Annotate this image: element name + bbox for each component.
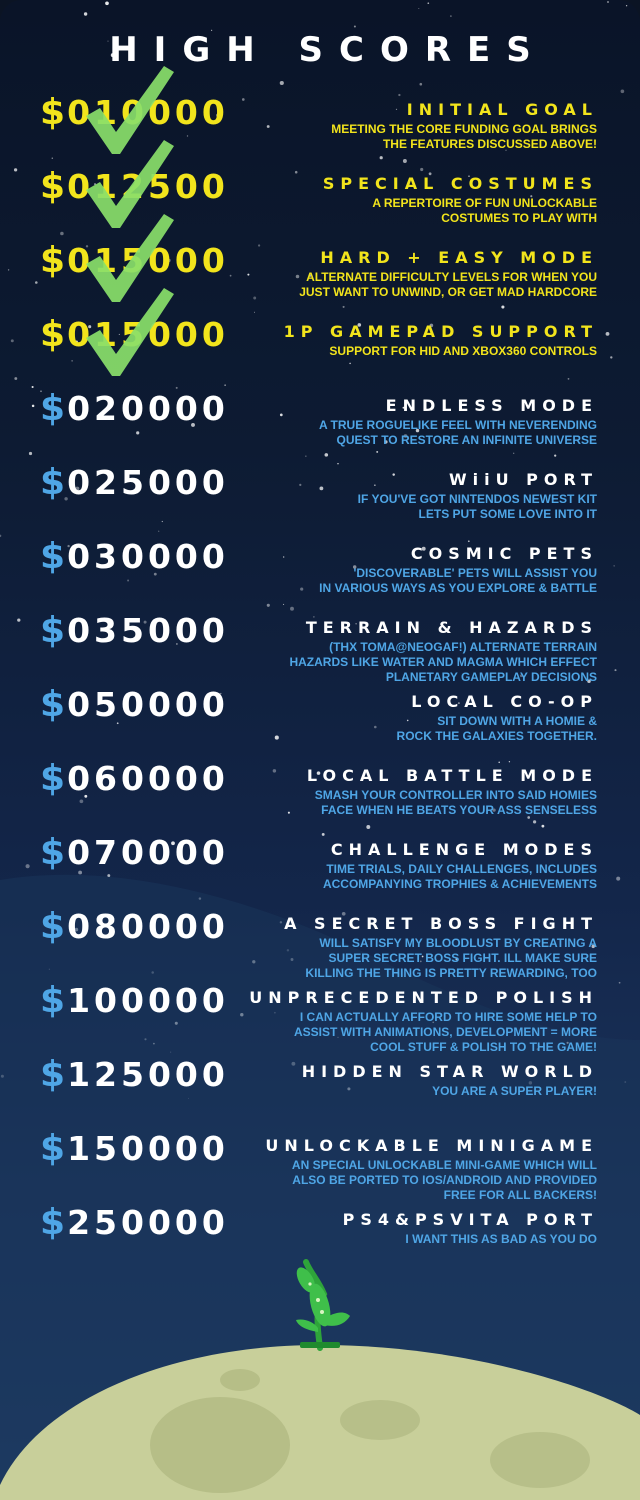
tier-description-line: FACE WHEN HE BEATS YOUR ASS SENSELESS bbox=[321, 803, 597, 817]
tier-description-line: AN SPECIAL UNLOCKABLE MINI-GAME WHICH WILL bbox=[291, 1158, 597, 1172]
tier-amount-digits: 025000 bbox=[67, 463, 229, 502]
dollar-sign: $ bbox=[40, 166, 68, 207]
tier-description-line: ASSIST WITH ANIMATIONS, DEVELOPMENT = MORE bbox=[293, 1025, 597, 1039]
tier-amount bbox=[40, 684, 229, 725]
tier-row bbox=[0, 980, 640, 1058]
tier-name: PS4&PSVITA PORT bbox=[342, 1210, 598, 1229]
tier-amount bbox=[40, 1202, 229, 1243]
dollar-sign: $ bbox=[40, 906, 68, 947]
dollar-sign: $ bbox=[40, 240, 68, 281]
tier-name: A SECRET BOSS FIGHT bbox=[284, 914, 598, 933]
tier-name: CHALLENGE MODES bbox=[330, 840, 598, 859]
tier-description-line: IN VARIOUS WAYS AS YOU EXPLORE & BATTLE bbox=[319, 581, 597, 595]
tier-description-line: PLANETARY GAMEPLAY DECISIONS bbox=[385, 670, 597, 684]
tier-description bbox=[237, 1232, 597, 1247]
dollar-sign: $ bbox=[40, 462, 68, 503]
tier-name: COSMIC PETS bbox=[410, 544, 598, 563]
tier-description-line: HAZARDS LIKE WATER AND MAGMA WHICH EFFECT bbox=[289, 655, 597, 669]
tier-description-line: SUPPORT FOR HID AND XBOX360 CONTROLS bbox=[329, 344, 597, 358]
tier-description bbox=[237, 122, 597, 152]
tier-amount-digits: 015000 bbox=[67, 241, 229, 280]
dollar-sign: $ bbox=[40, 980, 68, 1021]
page-title: HIGH SCORES bbox=[109, 30, 547, 70]
tier-amount bbox=[40, 462, 229, 503]
tier-description-line: THE FEATURES DISCUSSED ABOVE! bbox=[382, 137, 597, 151]
dollar-sign: $ bbox=[40, 1202, 68, 1243]
tier-amount-digits: 015000 bbox=[67, 315, 229, 354]
dollar-sign: $ bbox=[40, 388, 68, 429]
tier-amount-digits: 020000 bbox=[67, 389, 229, 428]
tier-description-line: ALTERNATE DIFFICULTY LEVELS FOR WHEN YOU bbox=[306, 270, 597, 284]
moon-crater bbox=[150, 1397, 290, 1493]
tier-description bbox=[237, 196, 597, 226]
tier-description bbox=[237, 1084, 597, 1099]
tier-amount bbox=[40, 758, 229, 799]
tier-name: HARD + EASY MODE bbox=[320, 248, 598, 267]
tier-description-line: ROCK THE GALAXIES TOGETHER. bbox=[396, 729, 597, 743]
tier-description bbox=[237, 936, 597, 981]
tier-amount bbox=[40, 980, 229, 1021]
tier-description bbox=[237, 640, 597, 685]
tier-row bbox=[0, 684, 640, 762]
tier-description bbox=[237, 492, 597, 522]
tier-description bbox=[237, 270, 597, 300]
tier-description bbox=[237, 788, 597, 818]
tier-amount-digits: 035000 bbox=[67, 611, 229, 650]
tier-description bbox=[237, 714, 597, 744]
tier-description-line: QUEST TO RESTORE AN INFINITE UNIVERSE bbox=[336, 433, 597, 447]
tier-description-line: SUPER SECRET BOSS FIGHT. ILL MAKE SURE bbox=[328, 951, 597, 965]
tier-name: TERRAIN & HAZARDS bbox=[305, 618, 598, 637]
tier-description-line: ACCOMPANYING TROPHIES & ACHIEVEMENTS bbox=[322, 877, 597, 891]
tier-description-line: SMASH YOUR CONTROLLER INTO SAID HOMIES bbox=[314, 788, 597, 802]
tier-amount-digits: 010000 bbox=[67, 93, 229, 132]
tier-description-line: (THX TOMA@NEOGAF!) ALTERNATE TERRAIN bbox=[329, 640, 597, 654]
tier-row bbox=[0, 462, 640, 540]
dollar-sign: $ bbox=[40, 684, 68, 725]
tier-description-line: A REPERTOIRE OF FUN UNLOCKABLE bbox=[372, 196, 597, 210]
tier-amount bbox=[40, 388, 229, 429]
tier-amount-digits: 150000 bbox=[67, 1129, 229, 1168]
tier-row bbox=[0, 1128, 640, 1206]
tier-description-line: 'DISCOVERABLE' PETS WILL ASSIST YOU bbox=[353, 566, 597, 580]
tier-amount-digits: 050000 bbox=[67, 685, 229, 724]
tier-description-line: LETS PUT SOME LOVE INTO IT bbox=[418, 507, 597, 521]
tier-description-line: MEETING THE CORE FUNDING GOAL BRINGS bbox=[331, 122, 597, 136]
tier-amount bbox=[40, 906, 229, 947]
tier-name: UNPRECEDENTED POLISH bbox=[249, 988, 598, 1007]
tier-name: HIDDEN STAR WORLD bbox=[301, 1062, 598, 1081]
tier-description-line: JUST WANT TO UNWIND, OR GET MAD HARDCORE bbox=[299, 285, 597, 299]
tier-amount-digits: 100000 bbox=[67, 981, 229, 1020]
dollar-sign: $ bbox=[40, 610, 68, 651]
dollar-sign: $ bbox=[40, 832, 68, 873]
tier-row bbox=[0, 1054, 640, 1132]
tier-amount-digits: 060000 bbox=[67, 759, 229, 798]
tier-name: LOCAL CO-OP bbox=[411, 692, 598, 711]
check-icon bbox=[78, 280, 178, 380]
tier-amount-digits: 250000 bbox=[67, 1203, 229, 1242]
tier-description-line: IF YOU'VE GOT NINTENDOS NEWEST KIT bbox=[357, 492, 597, 506]
tier-row bbox=[0, 610, 640, 688]
tier-description-line: ALSO BE PORTED TO IOS/ANDROID AND PROVIDED bbox=[292, 1173, 597, 1187]
tier-amount bbox=[40, 610, 229, 651]
tier-description bbox=[237, 1158, 597, 1203]
tier-row bbox=[0, 758, 640, 836]
tier-description-line: COOL STUFF & POLISH TO THE GAME! bbox=[370, 1040, 597, 1054]
tier-description bbox=[237, 862, 597, 892]
tier-amount bbox=[40, 536, 229, 577]
tier-description-line: FREE FOR ALL BACKERS! bbox=[443, 1188, 597, 1202]
tier-description bbox=[237, 1010, 597, 1055]
moon-surface bbox=[0, 1250, 640, 1500]
tier-name: UNLOCKABLE MINIGAME bbox=[265, 1136, 598, 1155]
dollar-sign: $ bbox=[40, 92, 68, 133]
moon-crater bbox=[220, 1369, 260, 1391]
moon-crater bbox=[340, 1400, 420, 1440]
tier-amount-digits: 125000 bbox=[67, 1055, 229, 1094]
tier-description-line: TIME TRIALS, DAILY CHALLENGES, INCLUDES bbox=[326, 862, 597, 876]
dollar-sign: $ bbox=[40, 758, 68, 799]
tier-name: ENDLESS MODE bbox=[385, 396, 598, 415]
tier-description bbox=[237, 566, 597, 596]
tier-description-line: A TRUE ROGUELIKE FEEL WITH NEVERENDING bbox=[318, 418, 597, 432]
tier-description-line: YOU ARE A SUPER PLAYER! bbox=[432, 1084, 597, 1098]
tier-name: WiiU PORT bbox=[448, 470, 598, 489]
tier-description-line: I CAN ACTUALLY AFFORD TO HIRE SOME HELP TO bbox=[299, 1010, 597, 1024]
dollar-sign: $ bbox=[40, 536, 68, 577]
tier-amount-digits: 070000 bbox=[67, 833, 229, 872]
tier-amount bbox=[40, 1128, 229, 1169]
tier-name: SPECIAL COSTUMES bbox=[322, 174, 598, 193]
tier-description-line: I WANT THIS AS BAD AS YOU DO bbox=[405, 1232, 597, 1246]
tier-amount bbox=[40, 1054, 229, 1095]
tier-description-line: SIT DOWN WITH A HOMIE & bbox=[437, 714, 597, 728]
sprout-icon bbox=[293, 1262, 350, 1348]
tier-row bbox=[0, 314, 640, 392]
tier-row bbox=[0, 906, 640, 984]
tier-amount-digits: 012500 bbox=[67, 167, 229, 206]
tier-row bbox=[0, 388, 640, 466]
moon-crater bbox=[490, 1432, 590, 1488]
dollar-sign: $ bbox=[40, 1128, 68, 1169]
tier-name: 1P GAMEPAD SUPPORT bbox=[283, 322, 598, 341]
tier-description-line: KILLING THE THING IS PRETTY REWARDING, TOO bbox=[305, 966, 597, 980]
tier-row bbox=[0, 536, 640, 614]
tier-amount-digits: 080000 bbox=[67, 907, 229, 946]
tier-name: LOCAL BATTLE MODE bbox=[306, 766, 598, 785]
dollar-sign: $ bbox=[40, 1054, 68, 1095]
tier-description-line: COSTUMES TO PLAY WITH bbox=[441, 211, 597, 225]
tier-amount-digits: 030000 bbox=[67, 537, 229, 576]
tier-row bbox=[0, 832, 640, 910]
tier-amount bbox=[40, 832, 229, 873]
tier-description bbox=[237, 418, 597, 448]
tier-name: INITIAL GOAL bbox=[406, 100, 598, 119]
dollar-sign: $ bbox=[40, 314, 68, 355]
tier-description-line: WILL SATISFY MY BLOODLUST BY CREATING A bbox=[319, 936, 597, 950]
tier-description bbox=[237, 344, 597, 359]
